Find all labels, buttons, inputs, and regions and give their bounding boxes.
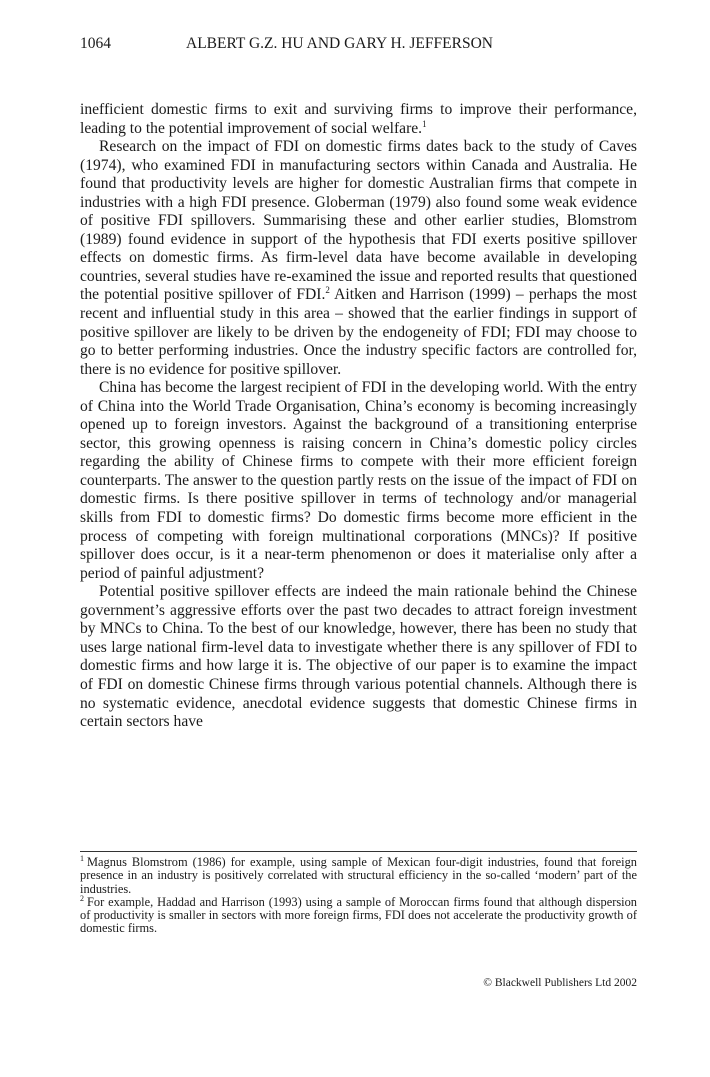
- footnote-divider: [80, 851, 637, 852]
- copyright-notice: © Blackwell Publishers Ltd 2002: [483, 977, 637, 989]
- paragraph-text: Aitken and Harrison (1999) – perhaps the most recent and influential study in this area – showed that the earlier findings in support of positive spillover are likely to be driven by the endogeneity of FDI; FDI may choose to go to better performing industries. Once the industry specific factors are controlled for, there is no evidence for positive spillover.: [80, 286, 637, 378]
- running-header: [80, 34, 640, 54]
- page-number: 1064: [80, 35, 111, 52]
- paragraph-text: inefficient domestic firms to exit and surviving firms to improve their performance, leading to the potential improvement of social welfare.: [80, 101, 637, 137]
- footnotes: [80, 856, 637, 936]
- footnote-1: [80, 856, 637, 896]
- footnote-text: Magnus Blomstrom (1986) for example, using sample of Mexican four-digit industries, found that foreign presence in an industry is positively correlated with structural efficiency in the so-called ‘modern’ part of the industries.: [80, 855, 637, 896]
- footnote-text: For example, Haddad and Harrison (1993) using a sample of Moroccan firms found that although dispersion of productivity is smaller in sectors with more foreign firms, FDI does not accelerate the productivity growth of domestic firms.: [80, 894, 637, 936]
- footnote-2: [80, 893, 637, 936]
- footnote-ref-2: 2: [325, 285, 330, 296]
- paragraph-research-history: [80, 138, 637, 379]
- paragraph-text: Research on the impact of FDI on domestic firms dates back to the study of Caves (1974), who examined FDI in manufacturing sectors within Canada and Australia. He found that productivity levels are higher for domestic Australian firms that compete in industries with a high FDI presence. Globerman (1979) also found some weak evidence of positive FDI spillovers. Summarising these and other earlier studies, Blomstrom (1989) found evidence in support of the hypothesis that FDI exerts positive spillover effects on domestic firms. As firm-level data have become available in developing countries, several studies have re-examined the issue and reported results that questioned the potential positive spillover of FDI.: [80, 138, 637, 304]
- paragraph-china-fdi: China has become the largest recipient of FDI in the developing world. With the entry of China into the World Trade Organisation, China’s economy is becoming increasingly opened up to foreign investors. Against the background of a transitioning enterprise sector, this growing openness is raising concern in China’s domestic policy circles regarding the ability of Chinese firms to compete with their more efficient foreign counterparts. The answer to the question partly rests on the issue of the impact of FDI on domestic firms. Is there positive spillover in terms of technology and/or managerial skills from FDI to domestic firms? Do domestic firms become more efficient in the process of competing with foreign multinational corporations (MNCs)? If positive spillover does occur, is it a near-term phenomenon or does it materialise only after a period of painful adjustment?: [80, 379, 637, 582]
- body-text: [80, 101, 637, 732]
- footnote-marker: 1: [80, 854, 84, 863]
- running-title: ALBERT G.Z. HU AND GARY H. JEFFERSON: [186, 35, 493, 52]
- footnote-ref-1: 1: [422, 118, 427, 129]
- footnote-marker: 2: [80, 893, 84, 903]
- paragraph-spillover-rationale: Potential positive spillover effects are indeed the main rationale behind the Chinese government’s aggressive efforts over the past two decades to attract foreign investment by MNCs to China. To the best of our knowledge, however, there has been no study that uses large national firm-level data to investigate whether there is any spillover of FDI to domestic firms and how large it is. The objective of our paper is to examine the impact of FDI on domestic Chinese firms through various potential channels. Although there is no systematic evidence, anecdotal evidence suggests that domestic Chinese firms in certain sectors have: [80, 583, 637, 731]
- paragraph-continued: [80, 101, 637, 138]
